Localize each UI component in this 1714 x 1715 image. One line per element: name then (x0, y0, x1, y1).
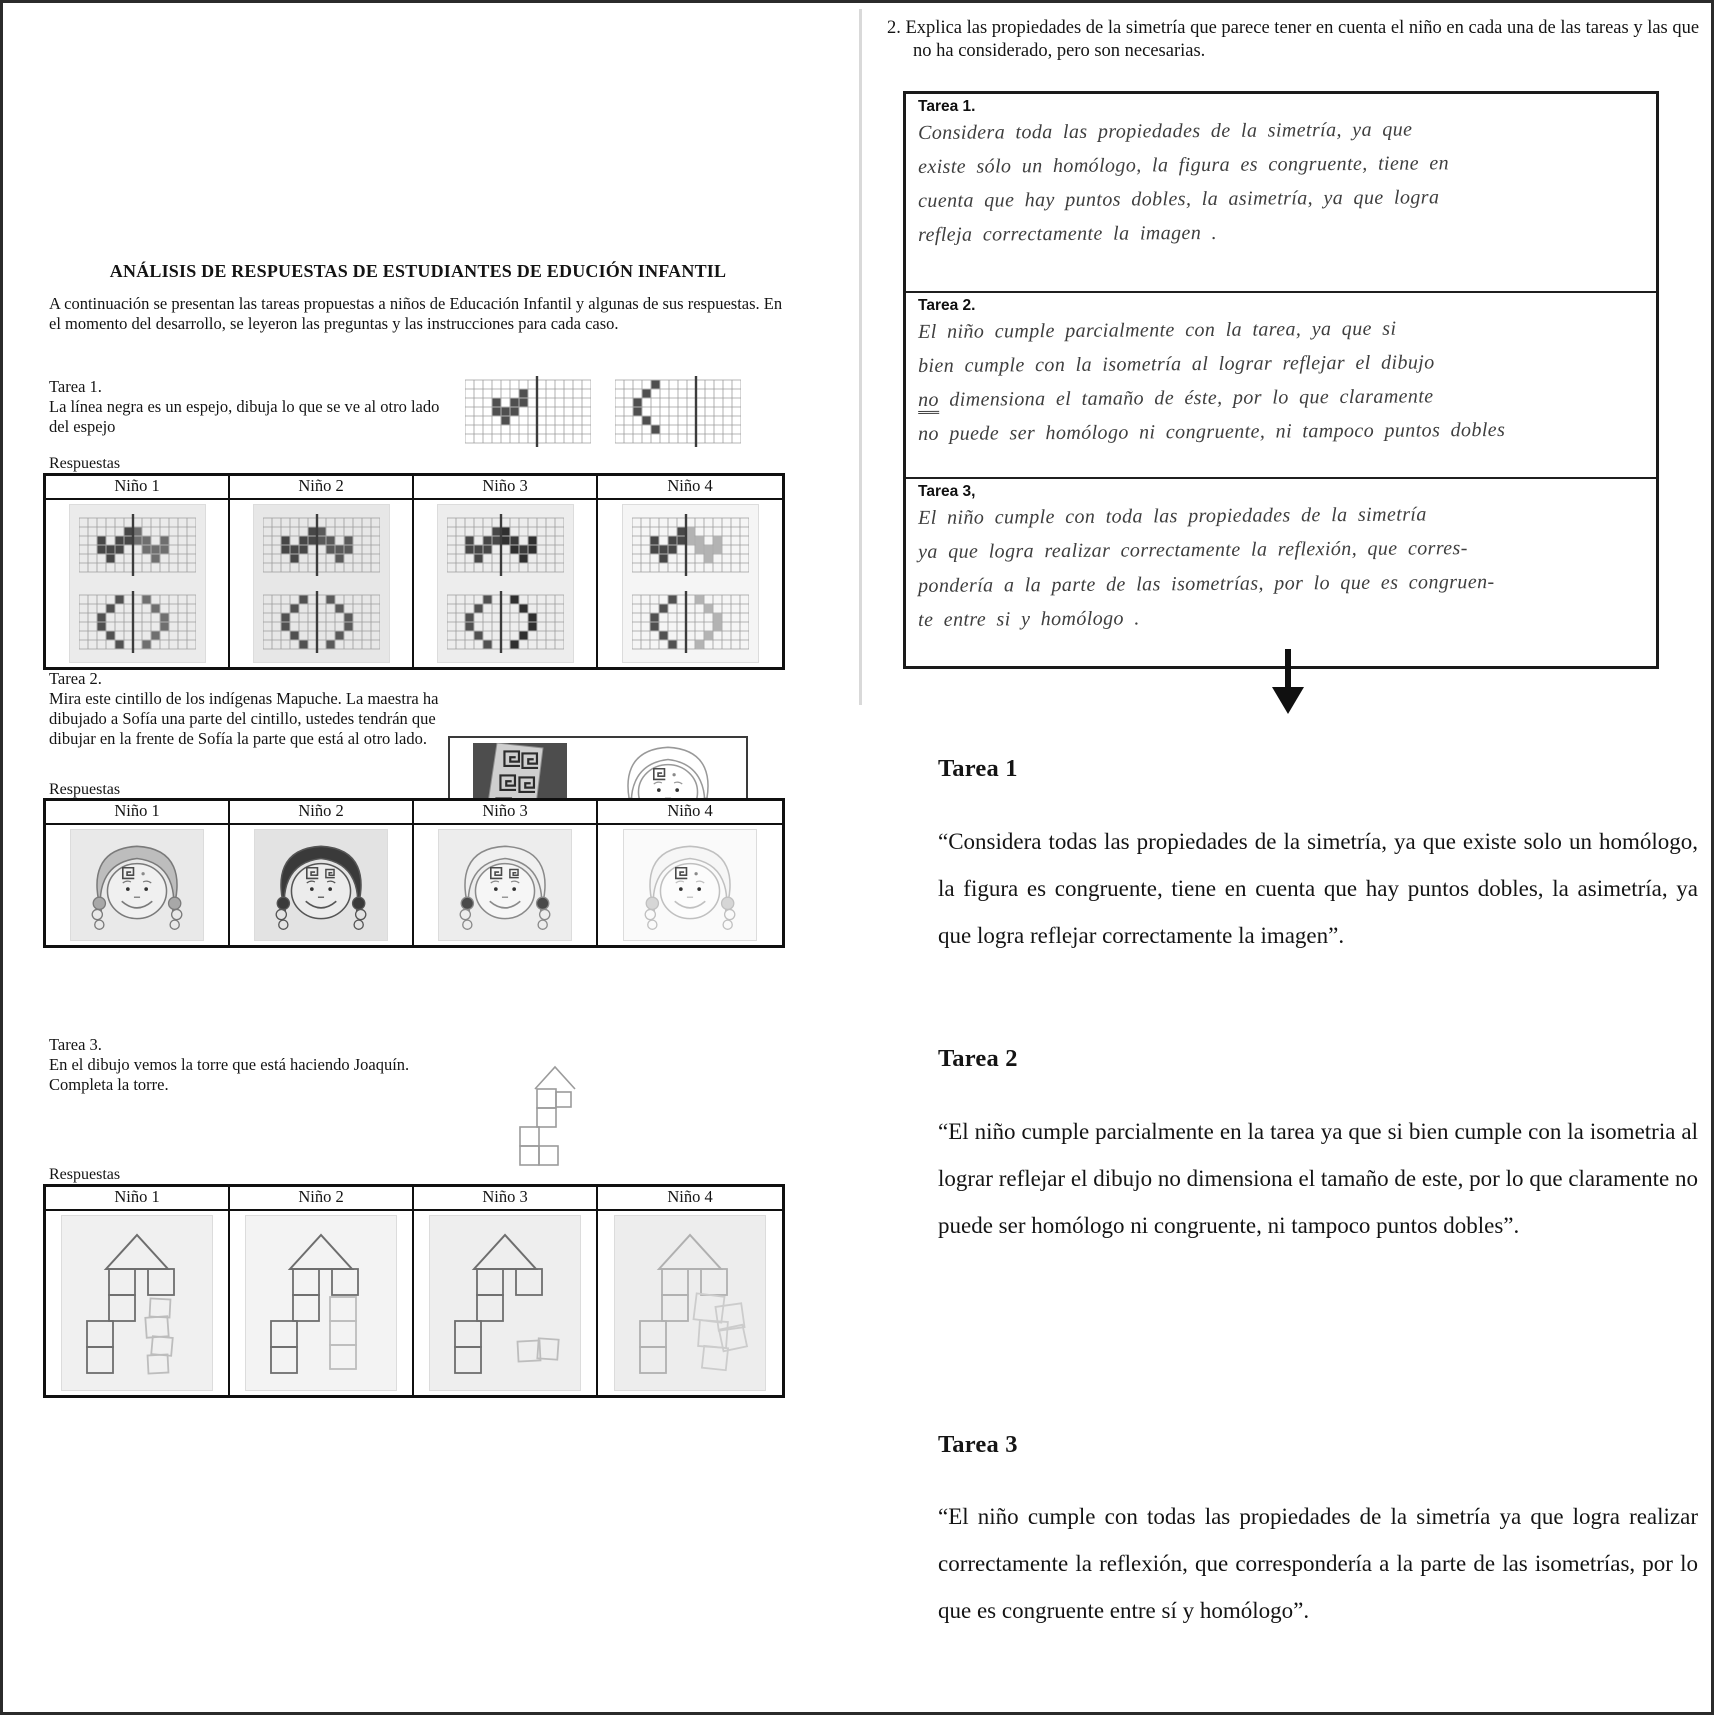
intro-paragraph: A continuación se presentan las tareas propuestas a niños de Educación Infantil y algunas de sus respuestas. En el momento del desarrollo, se leyeron las preguntas y las instrucciones para cada caso. (49, 294, 783, 334)
tarea1-nino3-response-image (414, 500, 598, 667)
tarea2-nino3-header: Niño 3 (414, 801, 598, 825)
handwritten-line: bien cumple con la isometría al lograr reflejar el dibujo (918, 351, 1435, 377)
tarea3-nino4-response-image (598, 1211, 782, 1395)
tarea1-description: La línea negra es un espejo, dibuja lo que se ve al otro lado del espejo (49, 397, 440, 437)
tarea1-nino4-response-image (598, 500, 782, 667)
handwritten-line: Considera toda las propiedades de la simetría, ya que (918, 118, 1413, 144)
transcript-tarea3-heading: Tarea 3 (938, 1431, 1018, 1458)
handwritten-tarea1-label: Tarea 1. (918, 98, 976, 115)
tarea1-nino4-header: Niño 4 (598, 476, 782, 500)
tarea3-nino1-response-image (46, 1211, 230, 1395)
tarea3-description: En el dibujo vemos la torre que está haciendo Joaquín. Completa la torre. (49, 1055, 410, 1095)
handwritten-tarea2-label: Tarea 2. (918, 297, 976, 314)
question-2 (887, 17, 1714, 63)
tarea3-nino2-header: Niño 2 (230, 1187, 414, 1211)
respuestas-label-tarea1: Respuestas (49, 455, 121, 472)
transcript-tarea2-heading: Tarea 2 (938, 1045, 1018, 1072)
handwritten-tarea3-label: Tarea 3, (918, 483, 976, 500)
question-number: 2. (887, 18, 901, 38)
arrow-head (1272, 687, 1304, 714)
handwritten-line: pondería a la parte de las isometrías, por lo que es congruen- (918, 570, 1495, 597)
transcript-tarea1-text: “Considera todas las propiedades de la simetría, ya que existe solo un homólogo, la figura es congruente, tiene en cuenta que hay puntos dobles, la asimetría, ya que logra reflejar correctamente la imagen”. (938, 829, 1698, 948)
tarea3-example-tower-image (511, 1061, 593, 1169)
tarea1-responses-table (43, 473, 785, 670)
handwritten-line: te entre si y homólogo . (918, 607, 1140, 631)
tarea3-responses-table (43, 1184, 785, 1398)
tarea3-nino1-header: Niño 1 (46, 1187, 230, 1211)
tarea3-nino3-response-image (414, 1211, 598, 1395)
tarea2-nino3-response-image (414, 825, 598, 945)
tarea2-nino2-response-image (230, 825, 414, 945)
handwritten-line-rest: dimensiona el tamaño de éste, por lo que claramente (938, 385, 1434, 411)
question-text: Explica las propiedades de la simetría que parece tener en cuenta el niño en cada una de las tareas y las que no ha considerado, pero son necesarias. (905, 18, 1700, 62)
tarea1-example-grid-right (615, 375, 741, 448)
tarea1-nino2-header: Niño 2 (230, 476, 414, 500)
respuestas-label-tarea2: Respuestas (49, 781, 121, 798)
column-divider (859, 9, 862, 705)
page-title: ANÁLISIS DE RESPUESTAS DE ESTUDIANTES DE EDUCIÓN INFANTIL (109, 261, 727, 281)
handwritten-line: refleja correctamente la imagen . (918, 221, 1218, 246)
handwritten-line (918, 378, 1644, 417)
tarea2-label: Tarea 2. (49, 669, 102, 688)
arrow-stem (1285, 649, 1291, 687)
transcript-tarea3-text: “El niño cumple con todas las propiedades de la simetría ya que logra realizar correctamente la reflexión, que correspondería a la parte de las isometrías, por lo que es congruente entre sí y homólogo”. (938, 1504, 1698, 1623)
tarea2-nino1-response-image (46, 825, 230, 945)
tarea1-example-grid-left (465, 375, 591, 448)
tarea2-nino2-header: Niño 2 (230, 801, 414, 825)
tarea1-nino3-header: Niño 3 (414, 476, 598, 500)
tarea1-nino2-response-image (230, 500, 414, 667)
handwritten-tarea1-section (906, 94, 1656, 291)
tarea3-label: Tarea 3. (49, 1035, 102, 1054)
transcript-tarea1-heading: Tarea 1 (938, 755, 1018, 782)
handwritten-answers-scan (903, 91, 1659, 669)
tarea3-nino4-header: Niño 4 (598, 1187, 782, 1211)
handwritten-line: El niño cumple parcialmente con la tarea, ya que si (918, 317, 1397, 343)
handwritten-underlined-word: no (918, 389, 939, 414)
tarea3-nino2-response-image (230, 1211, 414, 1395)
handwritten-line: cuenta que hay puntos dobles, la asimetría, ya que logra (918, 186, 1440, 212)
tarea1-nino1-header: Niño 1 (46, 476, 230, 500)
handwritten-line: no puede ser homólogo ni congruente, ni tampoco puntos dobles (918, 418, 1506, 445)
handwritten-tarea3-section (906, 477, 1656, 666)
tarea2-nino4-header: Niño 4 (598, 801, 782, 825)
handwritten-line: El niño cumple con toda las propiedades de la simetría (918, 503, 1427, 529)
tarea1-nino1-response-image (46, 500, 230, 667)
tarea2-responses-table (43, 798, 785, 948)
handwritten-tarea2-section (906, 291, 1656, 477)
tarea2-description: Mira este cintillo de los indígenas Mapuche. La maestra ha dibujado a Sofía una parte del cintillo, ustedes tendrán que dibujar en la frente de Sofía la parte que está al otro lado. (49, 689, 439, 749)
tarea3-nino3-header: Niño 3 (414, 1187, 598, 1211)
respuestas-label-tarea3: Respuestas (49, 1166, 121, 1183)
tarea2-nino1-header: Niño 1 (46, 801, 230, 825)
tarea1-label: Tarea 1. (49, 377, 102, 396)
tarea2-nino4-response-image (598, 825, 782, 945)
transcript-tarea2-text: “El niño cumple parcialmente en la tarea ya que si bien cumple con la isometria al lograr reflejar el dibujo no dimensiona el tamaño de este, por lo que claramente no puede ser homólogo ni congruente, ni tampoco puntos dobles”. (938, 1119, 1698, 1238)
handwritten-line: existe sólo un homólogo, la figura es congruente, tiene en (918, 152, 1450, 178)
down-arrow-icon (1271, 649, 1305, 714)
handwritten-line: ya que logra realizar correctamente la reflexión, que corres- (918, 537, 1468, 563)
